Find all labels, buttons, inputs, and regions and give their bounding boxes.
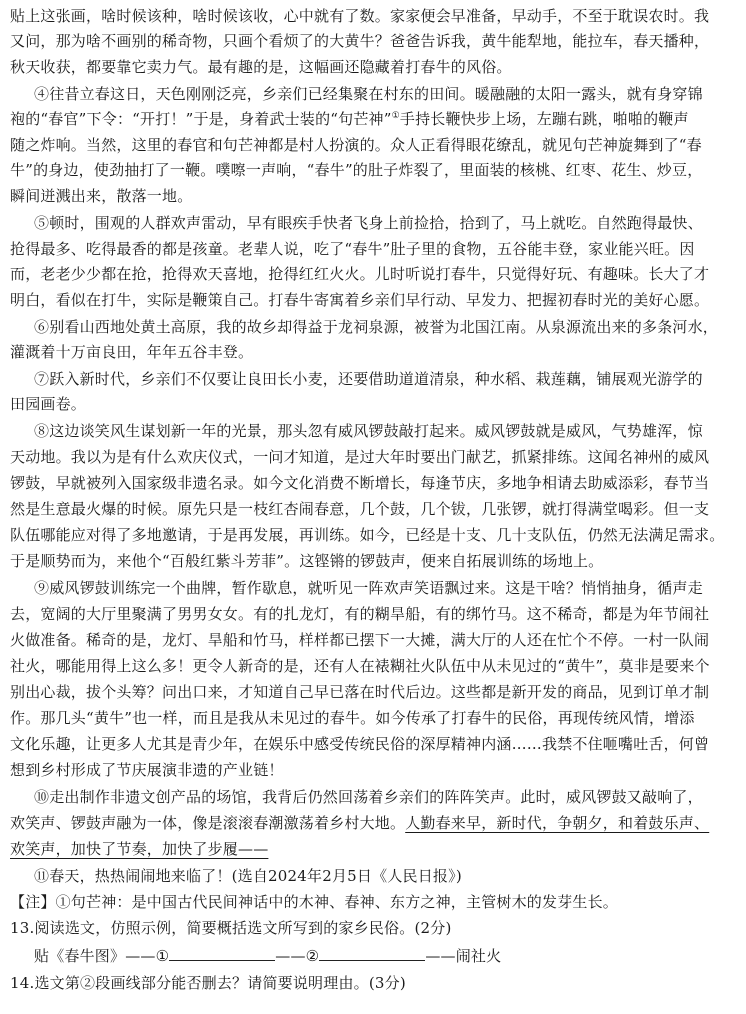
text-line: 随之炸响。当然，这里的春官和句芒神都是村人扮演的。众人正看得眼花缭乱，就见句芒神旋舞到了“春 [10, 136, 702, 154]
question-13: 13.阅读选文，仿照示例，简要概括选文所写到的家乡民俗。(2分) [10, 919, 452, 937]
paragraph-4-line: ④往昔立春这日，天色刚刚泛亮，乡亲们已经集聚在村东的田间。暖融融的太阳一露头，就有身穿锦 [34, 85, 703, 103]
text-line [10, 813, 738, 833]
text-line: 抢得最多、吃得最香的都是孩童。老辈人说，吃了“春牛”肚子里的食物，五谷能丰登，家业能兴旺。因 [10, 240, 695, 258]
text-line: 贴上这张画，啥时候该种，啥时候该收，心中就有了数。家家便会早准备，早动手，不至于耽误农时。我 [10, 7, 710, 25]
text-span: 手持长鞭快步上场，左蹦右跳，啪啪的鞭声 [399, 110, 689, 128]
text-line: 又问，那为啥不画别的稀奇物，只画个看烦了的大黄牛？爸爸告诉我，黄牛能犁地，能拉车，春天播种， [10, 32, 710, 50]
text-line: 而，老老少少都在抢，抢得欢天喜地，抢得红红火火。儿时听说打春牛，只觉得好玩、有趣味。长大了才 [10, 265, 710, 283]
text-line: 于是顺势而为，来他个“百般红紫斗芳菲”。这铿锵的锣鼓声，便来自拓展训练的场地上。 [10, 552, 604, 570]
text-line: 队伍哪能应对得了多地邀请，于是再发展，再训练。如今，已经是十支、几十支队伍，仍然无法满足需求。 [10, 526, 725, 544]
text-line: 火做准备。稀奇的是，龙灯、旱船和竹马，样样都已摆下一大摊，满大厅的人还在忙个不停。一村一队闹 [10, 631, 710, 649]
question-13-answer-row [34, 946, 738, 966]
text-line: 牛”的身边，使劲抽打了一鞭。噗嚓一声响，“春牛”的肚子炸裂了，里面装的核桃、红枣、花生、炒豆， [10, 161, 703, 179]
text-span: 欢笑声、锣鼓声融为一体，像是滚滚春潮激荡着乡村大地。 [10, 814, 406, 832]
text-line: 秋天收获，都要靠它卖力气。最有趣的是，这幅画还隐藏着打春牛的风俗。 [10, 58, 512, 76]
text-line: 然是生意最火爆的时候。原先只是一枝红杏闹春意，几个鼓，几个钹，几张锣，就打得满堂喝彩。但一支 [10, 500, 710, 518]
text-line: 锣鼓，早就被列入国家级非遗名录。如今文化消费不断增长，每逢节庆，多地争相请去助威添彩，春节当 [10, 474, 710, 492]
paragraph-10-line: ⑩走出制作非遗文创产品的场馆，我背后仍然回荡着乡亲们的阵阵笑声。此时，威风锣鼓又敲响了， [34, 788, 703, 806]
question-14: 14.选文第②段画线部分能否删去？请简要说明理由。(3分) [10, 974, 406, 992]
text-line [10, 109, 738, 129]
paragraph-8-line: ⑧这边谈笑风生谋划新一年的光景，那头忽有威风锣鼓敲打起来。威风锣鼓就是威风，气势雄浑，惊 [34, 422, 703, 440]
example-item: 闹社火 [455, 947, 502, 965]
text-line: 别出心裁，拔个头筹？问出口来，才知道自己早已落在时代后边。这些都是新开发的商品，见到订单才制 [10, 683, 710, 701]
footnote-marker: ① [391, 111, 400, 121]
paragraph-7-line: ⑦跃入新时代，乡亲们不仅要让良田长小麦，还要借助道道清泉，种水稻、栽莲藕，铺展观光游学的 [34, 370, 703, 388]
answer-blank-1[interactable] [169, 946, 275, 961]
annotation-note: 【注】①句芒神：是中国古代民间神话中的木神、春神、东方之神，主管树木的发芽生长。 [10, 893, 619, 911]
underlined-sentence: 人勤春来早，新时代，争朝夕，和着鼓乐声、 [405, 814, 710, 832]
answer-blank-2[interactable] [319, 946, 425, 961]
paragraph-9-line: ⑨威风锣鼓训练完一个曲牌，暂作歇息，就听见一阵欢声笑语飘过来。这是干啥？悄悄抽身，循声走 [34, 579, 703, 597]
text-line [10, 839, 738, 859]
text-line: 田园画卷。 [10, 395, 87, 413]
text-line: 天动地。我以为是有什么欢庆仪式，一问才知道，是过大年时要出门献艺，抓紧排练。这闻名神州的威风 [10, 448, 710, 466]
separator: ——① [125, 947, 170, 965]
text-line: 瞬间迸溅出来，散落一地。 [10, 187, 193, 205]
paragraph-5-line: ⑤顿时，围观的人群欢声雷动，早有眼疾手快者飞身上前捡拾，拾到了，马上就吃。自然跑得最快、 [34, 214, 703, 232]
text-line: 灌溉着十万亩良田，年年五谷丰登。 [10, 343, 254, 361]
example-item: 贴《春牛图》 [34, 947, 126, 965]
separator: —— [425, 947, 456, 965]
text-line: 明白，看似在打牛，实际是鞭策自己。打春牛寄寓着乡亲们早行动、早发力、把握初春时光的美好心愿。 [10, 291, 710, 309]
text-line: 想到乡村形成了节庆展演非遗的产业链！ [10, 761, 284, 779]
separator: ——② [275, 947, 320, 965]
text-line: 作。那几头“黄牛”也一样，而且是我从未见过的春牛。如今传承了打春牛的民俗，再现传统风情，增添 [10, 709, 695, 727]
text-span: 袍的“春官”下令：“开打！”于是，身着武士装的“句芒神” [10, 110, 392, 128]
text-line: 去，宽阔的大厅里聚满了男男女女。有的扎龙灯，有的糊旱船，有的绑竹马。这不稀奇，都是为年节闹社 [10, 605, 710, 623]
paragraph-11-line: ⑪春天，热热闹闹地来临了！(选自2024年2月5日《人民日报》) [34, 867, 462, 885]
text-line: 文化乐趣，让更多人尤其是青少年，在娱乐中感受传统民俗的深厚精神内涵……我禁不住咂嘴吐舌，何曾 [10, 735, 710, 753]
underlined-sentence: 欢笑声，加快了节奏，加快了步履—— [10, 840, 269, 858]
paragraph-6-line: ⑥别看山西地处黄土高原，我的故乡却得益于龙祠泉源，被誉为北国江南。从泉源流出来的多条河水， [34, 318, 719, 336]
text-line: 社火，哪能用得上这么多！更令人新奇的是，还有人在裱糊社火队伍中从未见过的“黄牛”，莫非是要来个 [10, 657, 710, 675]
